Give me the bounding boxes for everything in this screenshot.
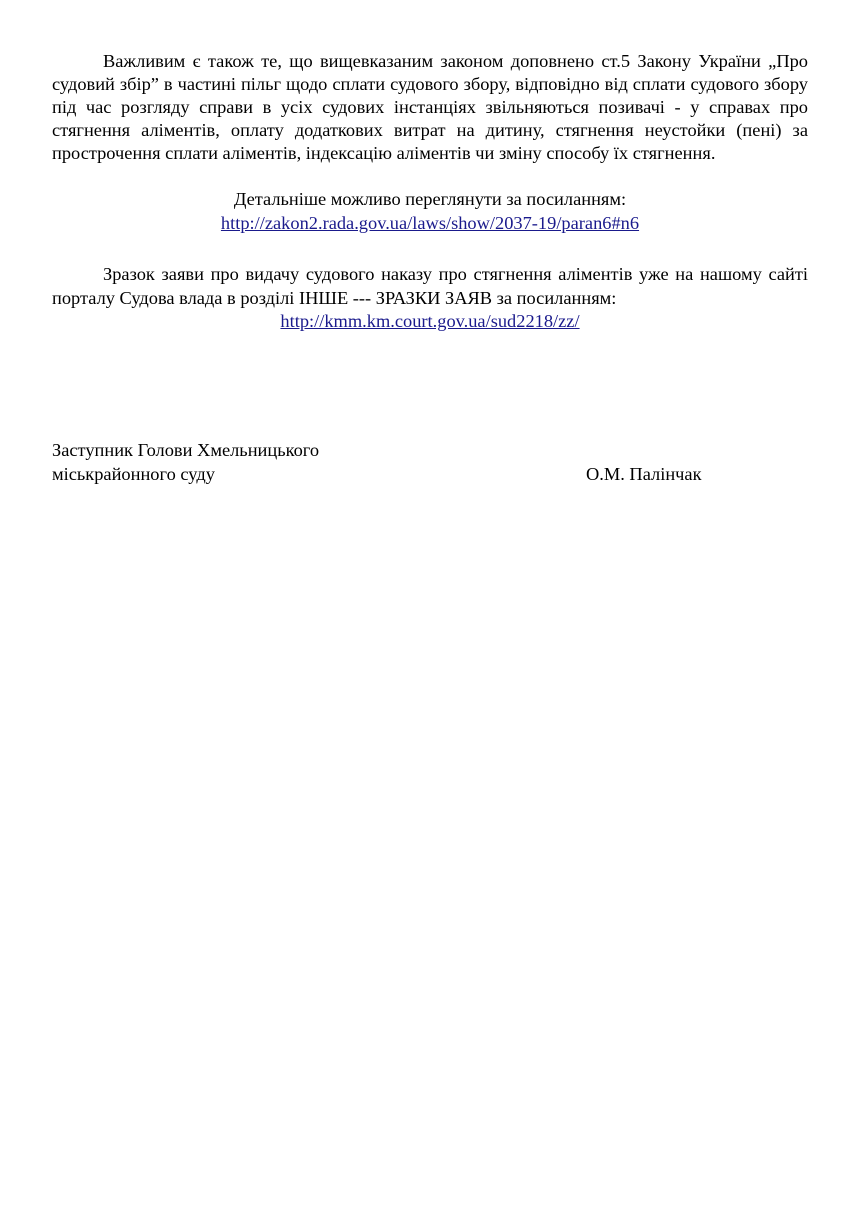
- signature-position: [52, 438, 319, 486]
- zakon-rada-link[interactable]: http://zakon2.rada.gov.ua/laws/show/2037-19/paran6#n6: [220, 213, 640, 233]
- paragraph-court-fee-exemption: [52, 50, 808, 165]
- signature-position-line1: Заступник Голови Хмельницького: [52, 440, 320, 460]
- details-link-line: [52, 212, 808, 235]
- signature-name: О.М. Палінчак: [586, 464, 702, 484]
- signature-position-line2: міськрайонного суду: [52, 464, 215, 484]
- details-caption: Детальніше можливо переглянути за посиланням:: [233, 189, 627, 209]
- sample-link-line: [52, 310, 808, 333]
- court-samples-link[interactable]: http://kmm.km.court.gov.ua/sud2218/zz/: [280, 311, 580, 331]
- paragraph-sample-application-text: Зразок заяви про видачу судового наказу про стягнення аліментів уже на нашому сайті порталу Судова влада в розділі ІНШЕ --- ЗРАЗКИ ЗАЯВ за посиланням:: [52, 264, 808, 308]
- paragraph-sample-application: [52, 262, 808, 310]
- paragraph-court-fee-exemption-text: Важливим є також те, що вищевказаним законом доповнено ст.5 Закону України „Про судовий збір” в частині пільг щодо сплати судового збору, відповідно від сплати судового збору під час розгляду справи в усіх судових інстанціях звільняються позивачі - у справах про стягнення аліментів, оплату додаткових витрат на дитину, стягнення неустойки (пені) за прострочення сплати аліментів, індексацію аліментів чи зміну способу їх стягнення.: [52, 51, 808, 163]
